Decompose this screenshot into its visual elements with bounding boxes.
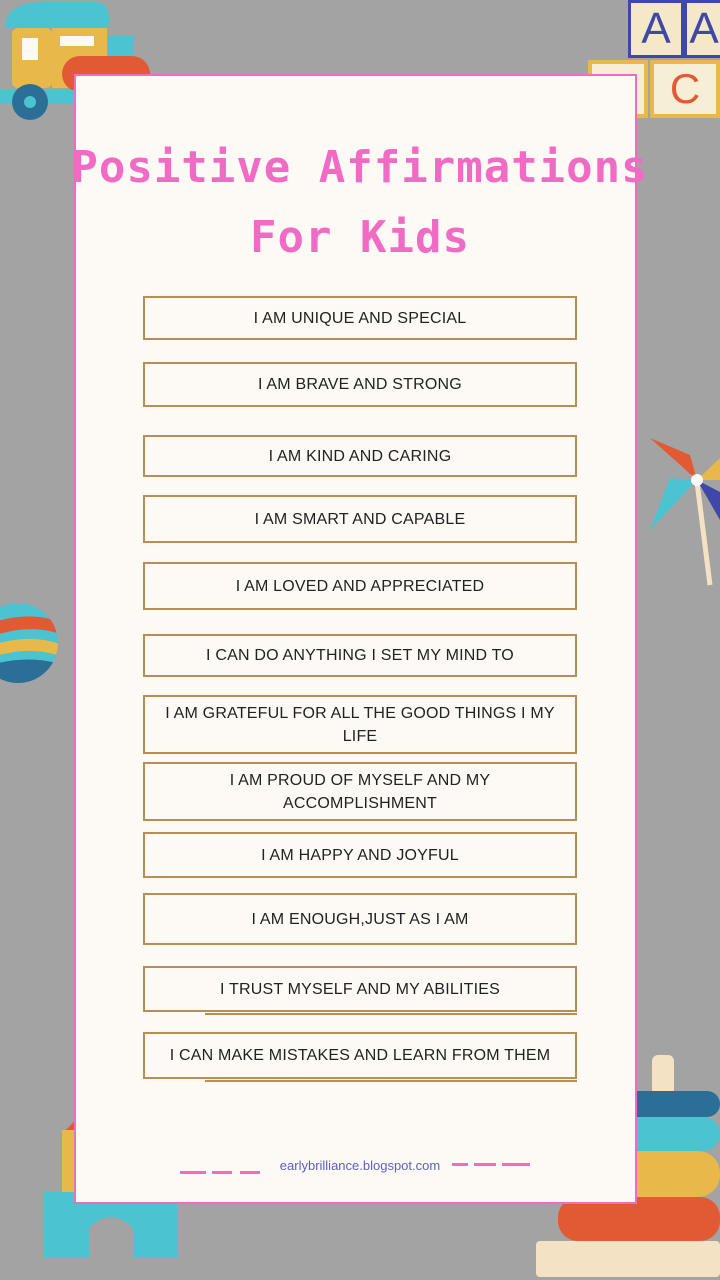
- footer-link[interactable]: earlybrilliance.blogspot.com: [279, 1158, 441, 1173]
- footer-dash: [502, 1163, 530, 1166]
- affirmation-item: I AM GRATEFUL FOR ALL THE GOOD THINGS I MY LIFE: [143, 695, 577, 754]
- affirmation-item: I AM ENOUGH,JUST AS I AM: [143, 893, 577, 945]
- affirmation-item: I CAN DO ANYTHING I SET MY MIND TO: [143, 634, 577, 677]
- affirmation-item: I AM KIND AND CARING: [143, 435, 577, 477]
- block-letter: A: [689, 4, 719, 53]
- affirmation-item: I AM UNIQUE AND SPECIAL: [143, 296, 577, 340]
- affirmation-item: I AM LOVED AND APPRECIATED: [143, 562, 577, 610]
- affirmation-item: I AM SMART AND CAPABLE: [143, 495, 577, 543]
- footer-dash: [452, 1163, 468, 1166]
- affirmation-item: I AM BRAVE AND STRONG: [143, 362, 577, 407]
- page-title: Positive Affirmations: [71, 142, 649, 193]
- ball-icon: [0, 602, 60, 684]
- block-letter: A: [641, 4, 671, 53]
- affirmation-item: I TRUST MYSELF AND MY ABILITIES: [143, 966, 577, 1012]
- affirmation-item: I CAN MAKE MISTAKES AND LEARN FROM THEM: [143, 1032, 577, 1079]
- pinwheel-icon: [640, 430, 720, 590]
- page-subtitle: For Kids: [250, 212, 470, 263]
- footer-dash: [474, 1163, 496, 1166]
- affirmation-item: I AM HAPPY AND JOYFUL: [143, 832, 577, 878]
- affirmation-item: I AM PROUD OF MYSELF AND MY ACCOMPLISHMENT: [143, 762, 577, 821]
- block-letter: C: [669, 65, 701, 112]
